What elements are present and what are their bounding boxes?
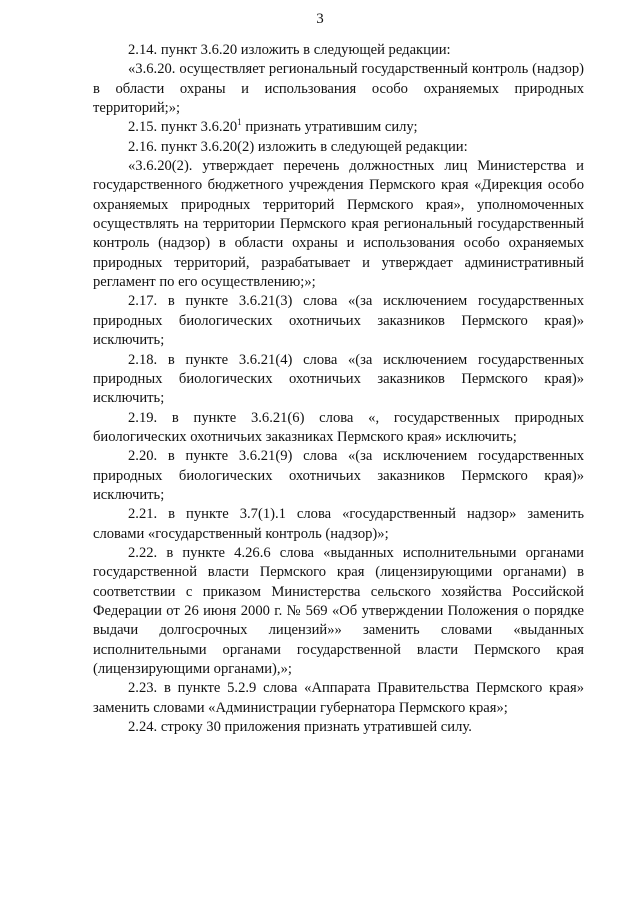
paragraph-2-23: 2.23. в пункте 5.2.9 слова «Аппарата Правительства Пермского края» заменить словами «Администрации губернатора Пермского края»;	[93, 680, 584, 716]
page-number: 3	[316, 11, 324, 27]
paragraph-2-15-tail: признать утратившим силу;	[241, 119, 418, 136]
paragraph-2-17: 2.17. в пункте 3.6.21(3) слова «(за исключением государственных природных биологических охотничьих заказников Пермского края)» исключить;	[93, 293, 584, 349]
paragraph-3-6-20-2-text: «3.6.20(2). утверждает перечень должностных лиц Министерства и государственного бюджетного учреждения Пермского края «Дирекция особо охраняемых природных территорий Пермского края», уполномоченных осуществлять на территории Пермского края региональный государственный контроль (надзор) в области охраны и использования особо охраняемых природных территорий, разрабатывает и утверждает административный регламент по его осуществлению;»;	[93, 158, 584, 291]
paragraph-3-6-20-text: «3.6.20. осуществляет региональный государственный контроль (надзор) в области охраны и использования особо охраняемых природных территорий;»;	[93, 61, 584, 117]
paragraph-2-24: 2.24. строку 30 приложения признать утратившей силу.	[128, 719, 472, 736]
paragraph-2-15-text: 2.15. пункт 3.6.20	[128, 119, 238, 136]
paragraph-2-20: 2.20. в пункте 3.6.21(9) слова «(за исключением государственных природных биологических охотничьих заказников Пермского края)» исключить;	[93, 448, 584, 503]
paragraph-2-21: 2.21. в пункте 3.7(1).1 слова «государственный надзор» заменить словами «государственный контроль (надзор)»;	[93, 506, 584, 542]
paragraph-2-18: 2.18. в пункте 3.6.21(4) слова «(за исключением государственных природных биологических охотничьих заказников Пермского края)» исключить;	[93, 351, 584, 407]
paragraph-2-16: 2.16. пункт 3.6.20(2) изложить в следующей редакции:	[128, 138, 468, 155]
paragraph-2-19: 2.19. в пункте 3.6.21(6) слова «, государственных природных биологических охотничьих заказниках Пермского края» исключить;	[93, 409, 584, 445]
paragraph-2-22: 2.22. в пункте 4.26.6 слова «выданных исполнительными органами государственной власти Пермского края (лицензирующими органами) в соответствии с приказом Министерства сельского хозяйства Российской Федерации от 26 июня 2000 г. № 569 «Об утверждении Положения о порядке выдачи долгосрочных лицензий»» заменить словами «выданных исполнительными органами государственной власти Пермского края (лицензирующими органами),»;	[93, 544, 584, 677]
superscript: 1	[237, 117, 242, 128]
paragraph-2-15	[93, 118, 584, 137]
document-body	[93, 41, 584, 737]
paragraph-2-14: 2.14. пункт 3.6.20 изложить в следующей редакции:	[128, 42, 451, 58]
